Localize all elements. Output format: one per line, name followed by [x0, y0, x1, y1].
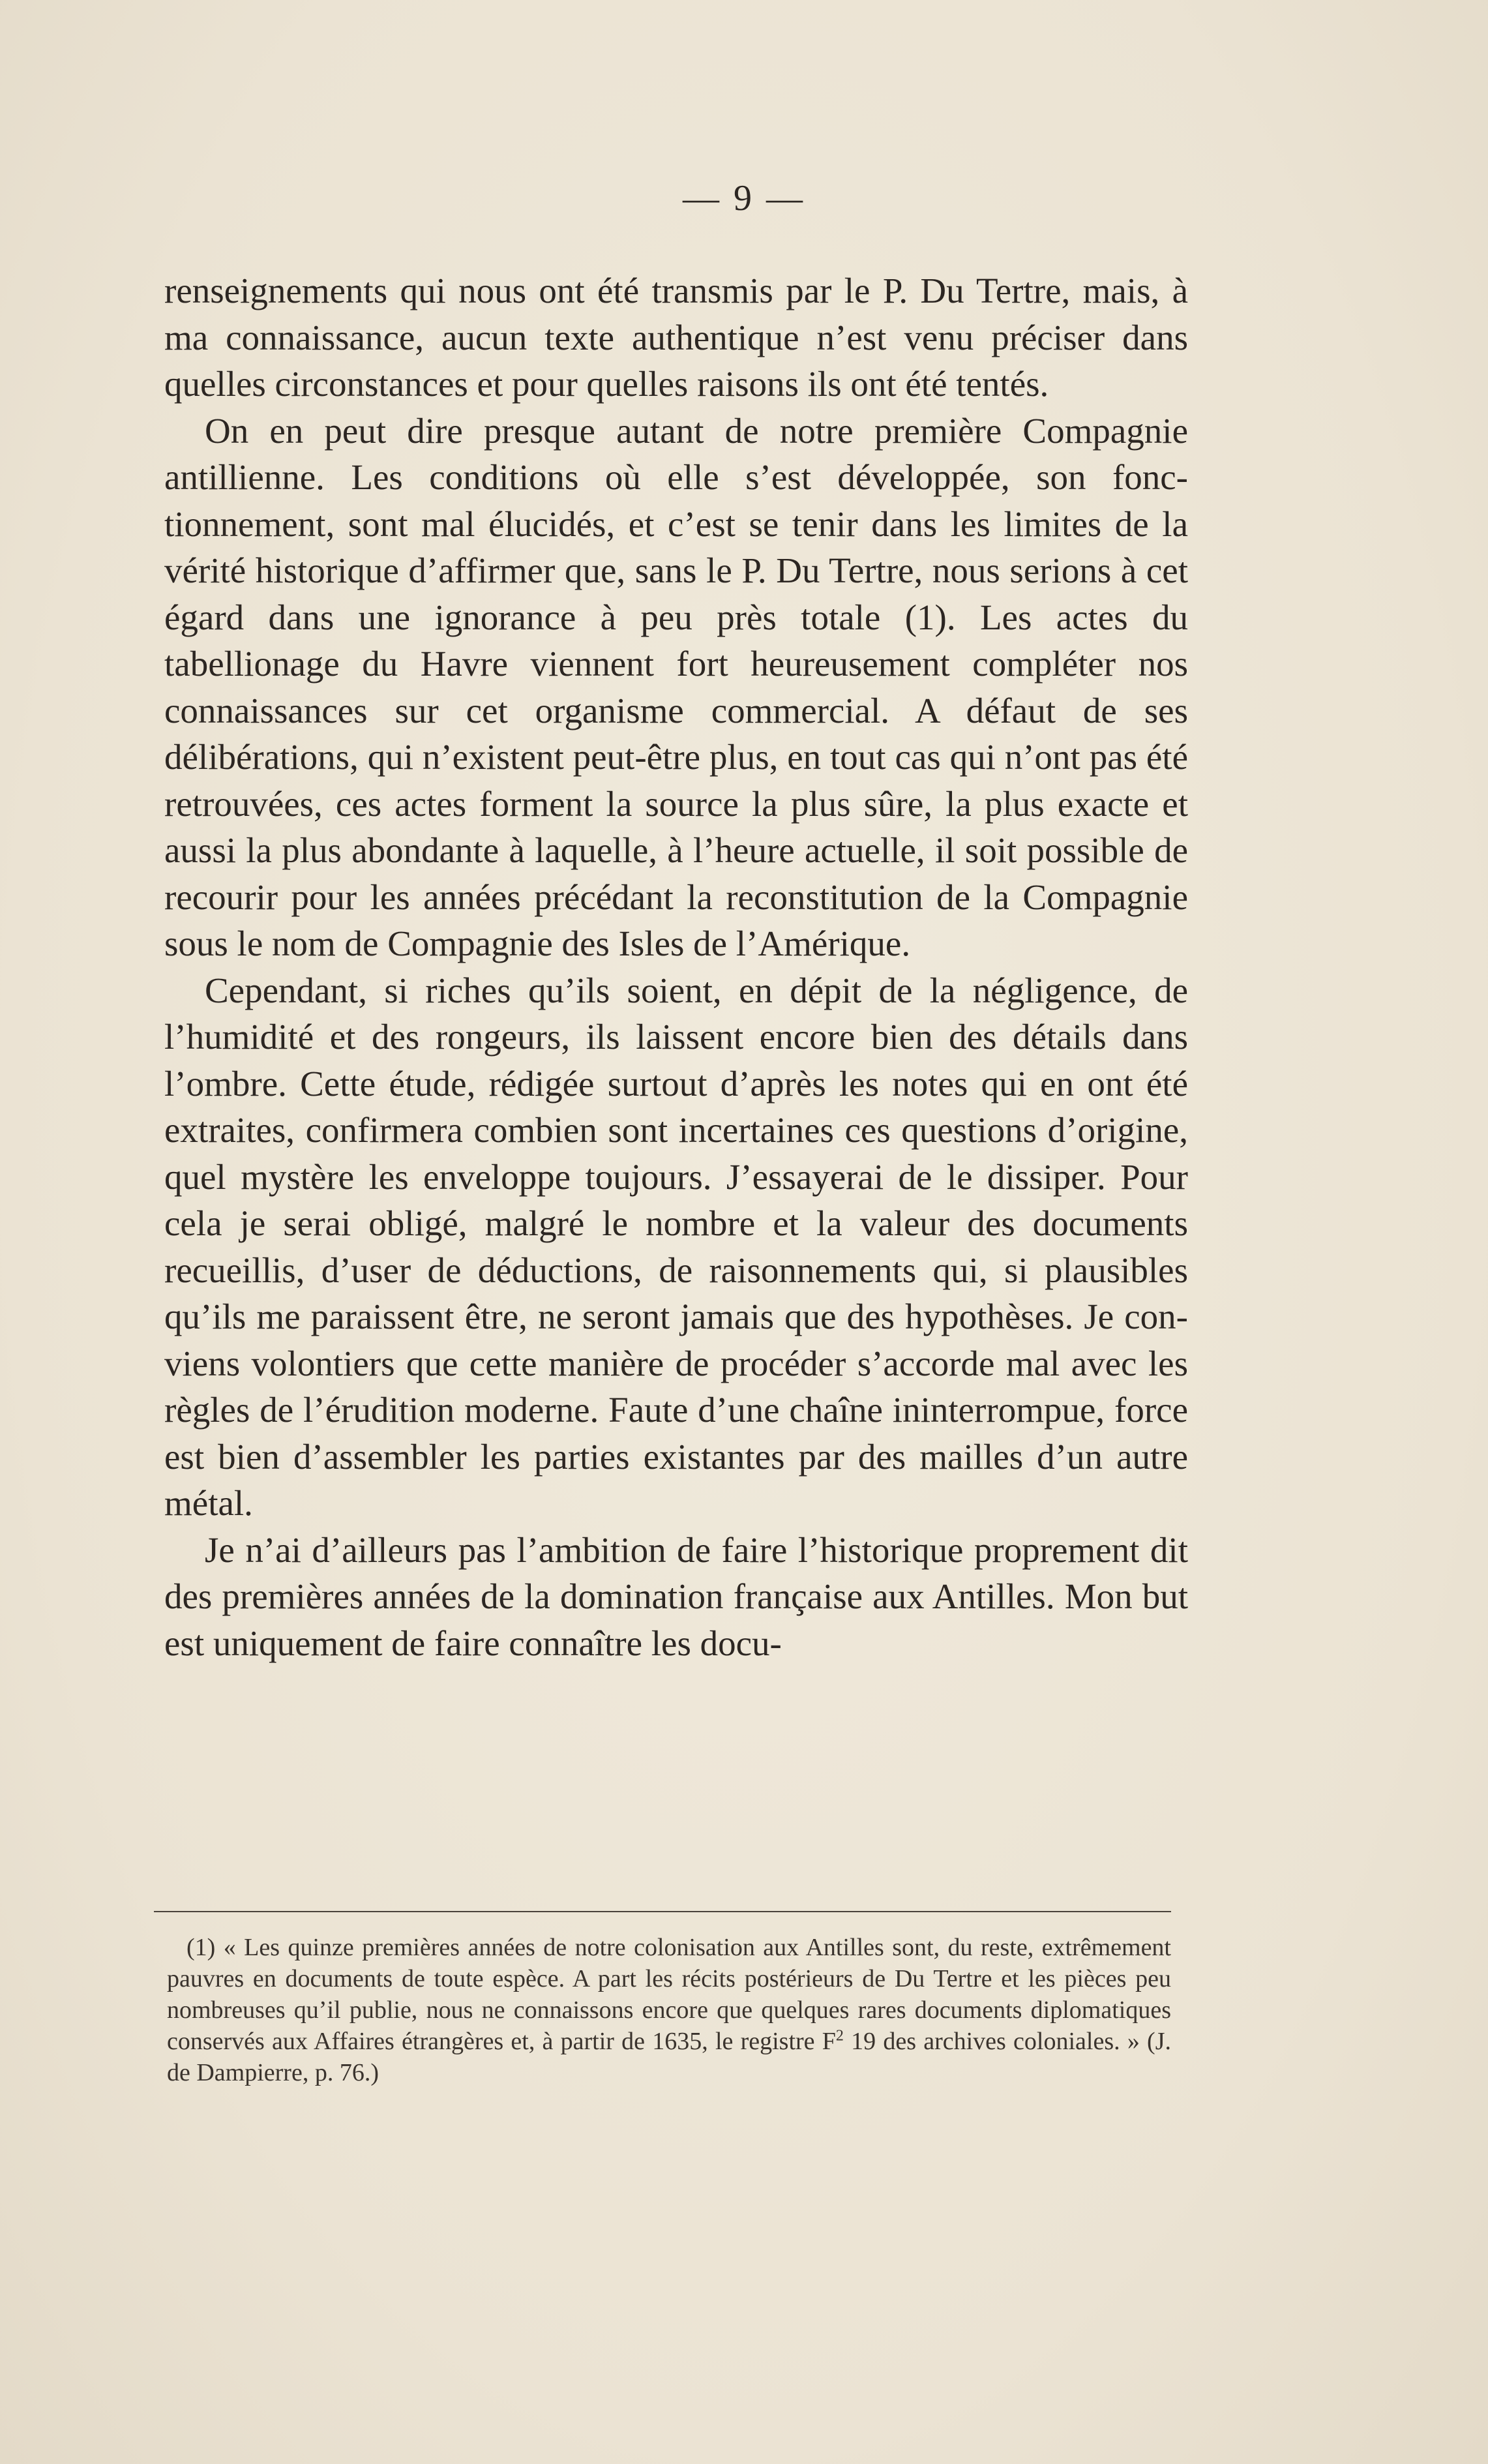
footnote-superscript: 2 — [835, 2027, 844, 2045]
footnote-text-end: 19 des archives coloniales. » (J. de Dampierre, p. 76.) — [167, 2028, 1171, 2086]
paragraph-4: Je n’ai d’ailleurs pas l’ambition de faire l’historique proprement dit des premières années de la domination française aux Antilles. Mon but est uniquement de faire connaître les docu- — [164, 1529, 1188, 1663]
footnote-separator — [154, 1911, 1171, 1912]
paragraph-1: renseignements qui nous ont été transmis par le P. Du Tertre, mais, à ma connaissance, aucun texte authentique n’est venu préciser dans quelles circonstances et pour quelles raisons ils ont été tentés. — [164, 271, 1188, 404]
body-text — [164, 267, 1188, 1666]
paragraph-2: On en peut dire presque autant de notre première Compagnie antillienne. Les conditions où elle s’est développée, son fonctionnement, sont mal élucidés, et c’est se tenir dans les limites de la vérité historique d’affirmer que, sans le P. Du Tertre, nous serions à cet égard dans une ignorance à peu près totale (1). Les actes du tabellionage du Havre viennent fort heureusement compléter nos connaissances sur cet organisme commercial. A défaut de ses délibérations, qui n’existent peut-être plus, en tout cas qui n’ont pas été retrouvées, ces actes forment la source la plus sûre, la plus exacte et aussi la plus abondante à laquelle, à l’heure actuelle, il soit possible de recourir pour les années précédant la reconstitution de la Compagnie sous le nom de Compagnie des Isles de l’Amérique. — [164, 410, 1188, 963]
page-number: — 9 — — [683, 178, 805, 218]
footnote-text-start: (1) « Les quinze premières années de notre colonisation aux Antilles sont, du reste, extrêmement pauvres en documents de toute espèce. A part les récits postérieurs de Du Tertre et les pièces peu nombreuses qu’il publie, nous ne connaissons encore que quelques rares documents diplomatiques conservés aux Affaires étrangères et, à partir de 1635, le registre F — [167, 1934, 1171, 2055]
paragraph-3: Cependant, si riches qu’ils soient, en dépit de la négligence, de l’humidité et des rongeurs, ils laissent encore bien des détails dans l’ombre. Cette étude, rédigée surtout d’après les notes qui en ont été extraites, confirmera combien sont incertaines ces questions d’origine, quel mystère les enveloppe toujours. J’essayerai de le dissiper. Pour cela je serai obligé, malgré le nombre et la valeur des documents recueillis, d’user de déductions, de raisonnements qui, si plausibles qu’ils me paraissent être, ne seront jamais que des hypothèses. Je conviens volontiers que cette manière de procéder s’accorde mal avec les règles de l’érudition moderne. Faute d’une chaîne ininterrompue, force est bien d’assembler les parties existantes par des mailles d’un autre métal. — [164, 970, 1188, 1523]
footnote — [167, 1932, 1171, 2088]
